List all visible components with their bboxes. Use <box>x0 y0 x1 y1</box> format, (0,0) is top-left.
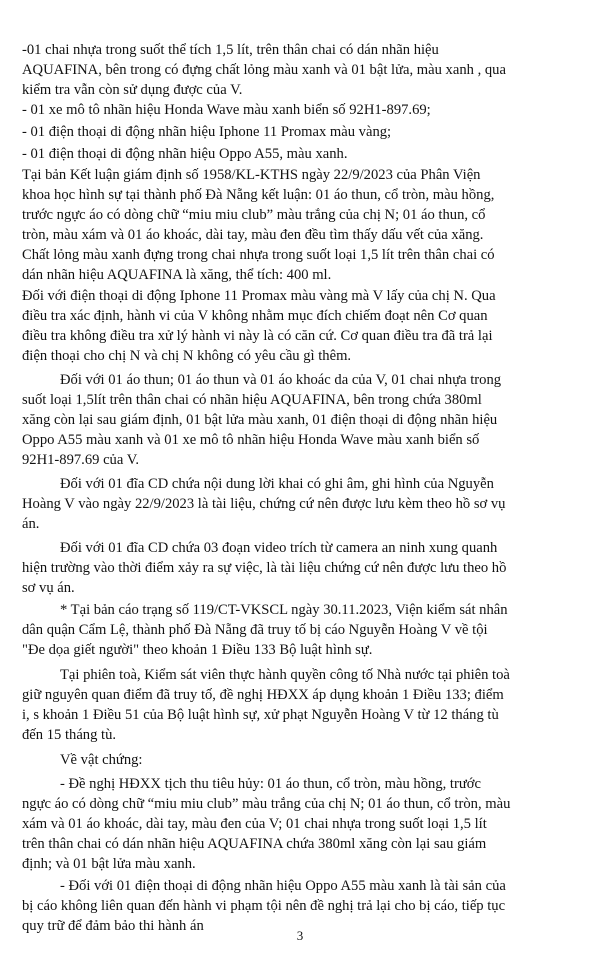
page-number: 3 <box>296 928 304 943</box>
text-line: Tại phiên toà, Kiểm sát viên thực hành quyền công tố Nhà nước tại phiên toà <box>60 667 510 683</box>
text-line: -01 chai nhựa trong suốt thể tích 1,5 lít, trên thân chai có dán nhãn hiệu <box>22 42 439 58</box>
text-line: định; và 01 bật lửa màu xanh. <box>22 856 196 872</box>
text-line: Đối với 01 đĩa CD chứa nội dung lời khai có ghi âm, ghi hình của Nguyễn <box>60 476 494 492</box>
text-line: điều tra không điều tra xử lý hành vi này là có căn cứ. Cơ quan điều tra đã trả lại <box>22 328 493 344</box>
text-line: - 01 điện thoại di động nhãn hiệu Oppo A55, màu xanh. <box>22 146 348 162</box>
text-line: xám và 01 áo khoác, dài tay, màu đen của V; 01 chai nhựa trong suốt loại 1,5 lít <box>22 816 487 832</box>
text-line: i, s khoản 1 Điều 51 của Bộ luật hình sự, xử phạt Nguyễn Hoàng V từ 12 tháng tù <box>22 707 499 723</box>
text-line: tròn, màu xám và 01 áo khoác, dài tay, màu đen đều tìm thấy dấu vết của xăng. <box>22 227 484 243</box>
text-line: - Đề nghị HĐXX tịch thu tiêu hủy: 01 áo thun, cổ tròn, màu hồng, trước <box>60 776 481 792</box>
text-line: trên thân chai có dán nhãn hiệu AQUAFINA chứa 380ml xăng còn lại sau giám <box>22 836 487 852</box>
text-line: giữ nguyên quan điểm đã truy tố, đề nghị HĐXX áp dụng khoản 1 Điều 133; điểm <box>22 687 504 703</box>
text-line: Chất lỏng màu xanh đựng trong chai nhựa trong suốt loại 1,5 lít trên thân chai có <box>22 247 495 263</box>
text-line: Về vật chứng: <box>60 752 143 768</box>
text-line: án. <box>22 516 40 532</box>
text-line: - 01 điện thoại di động nhãn hiệu Iphone 11 Promax màu vàng; <box>22 124 392 140</box>
text-line: sơ vụ án. <box>22 580 75 596</box>
text-line: dân quận Cẩm Lệ, thành phố Đà Nẵng đã truy tố bị cáo Nguyễn Hoàng V về tội <box>22 622 488 638</box>
text-line: Tại bản Kết luận giám định số 1958/KL-KTHS ngày 22/9/2023 của Phân Viện <box>22 167 481 183</box>
text-line: suốt loại 1,5lít trên thân chai có nhãn hiệu AQUAFINA, bên trong chứa 380ml <box>22 392 482 408</box>
text-line: khoa học hình sự tại thành phố Đà Nẵng kết luận: 01 áo thun, cổ tròn, màu hồng, <box>22 187 495 203</box>
text-line: - Đối với 01 điện thoại di động nhãn hiệu Oppo A55 màu xanh là tài sản của <box>60 878 506 894</box>
text-line: Hoàng V vào ngày 22/9/2023 là tài liệu, chứng cứ nên được lưu kèm theo hồ sơ vụ <box>22 496 506 512</box>
text-line: Oppo A55 màu xanh và 01 xe mô tô nhãn hiệu Honda Wave màu xanh biển số <box>22 432 480 448</box>
text-line: ngực áo có dòng chữ “miu miu club” màu trắng của chị N; 01 áo thun, cổ tròn, màu <box>22 796 511 812</box>
text-line: điều tra xác định, hành vi của V không nhằm mục đích chiếm đoạt nên Cơ quan <box>22 308 488 324</box>
text-line: hiện trường vào thời điểm xảy ra sự việc, là tài liệu chứng cứ nên được lưu theo hồ <box>22 560 507 576</box>
text-line: điện thoại cho chị N và chị N không có yêu cầu gì thêm. <box>22 348 352 364</box>
text-line: quy trữ để đảm bảo thi hành án <box>22 918 204 934</box>
text-line: kiểm tra vẫn còn sử dụng được của V. <box>22 82 243 98</box>
text-line: trước ngực áo có dòng chữ “miu miu club” màu trắng của chị N; 01 áo thun, cổ <box>22 207 486 223</box>
text-line: AQUAFINA, bên trong có đựng chất lỏng màu xanh và 01 bật lửa, màu xanh , qua <box>22 62 506 78</box>
text-line: Đối với điện thoại di động Iphone 11 Promax màu vàng mà V lấy của chị N. Qua <box>22 288 496 304</box>
text-line: "Đe dọa giết người" theo khoản 1 Điều 133 Bộ luật hình sự. <box>22 642 373 658</box>
text-line: * Tại bản cáo trạng số 119/CT-VKSCL ngày 30.11.2023, Viện kiểm sát nhân <box>60 602 508 618</box>
text-line: dán nhãn hiệu AQUAFINA là xăng, thể tích: 400 ml. <box>22 267 332 283</box>
text-line: xăng còn lại sau giám định, 01 bật lửa màu xanh, 01 điện thoại di động nhãn hiệu <box>22 412 498 428</box>
text-line: - 01 xe mô tô nhãn hiệu Honda Wave màu xanh biển số 92H1-897.69; <box>22 102 431 118</box>
text-line: 92H1-897.69 của V. <box>22 452 140 468</box>
text-line: đến 15 tháng tù. <box>22 727 117 743</box>
text-line: Đối với 01 đĩa CD chứa 03 đoạn video trích từ camera an ninh xung quanh <box>60 540 498 556</box>
text-line: Đối với 01 áo thun; 01 áo thun và 01 áo khoác da của V, 01 chai nhựa trong <box>60 372 502 388</box>
text-line: bị cáo không liên quan đến hành vi phạm tội nên đề nghị trả lại cho bị cáo, tiếp tục <box>22 898 506 914</box>
